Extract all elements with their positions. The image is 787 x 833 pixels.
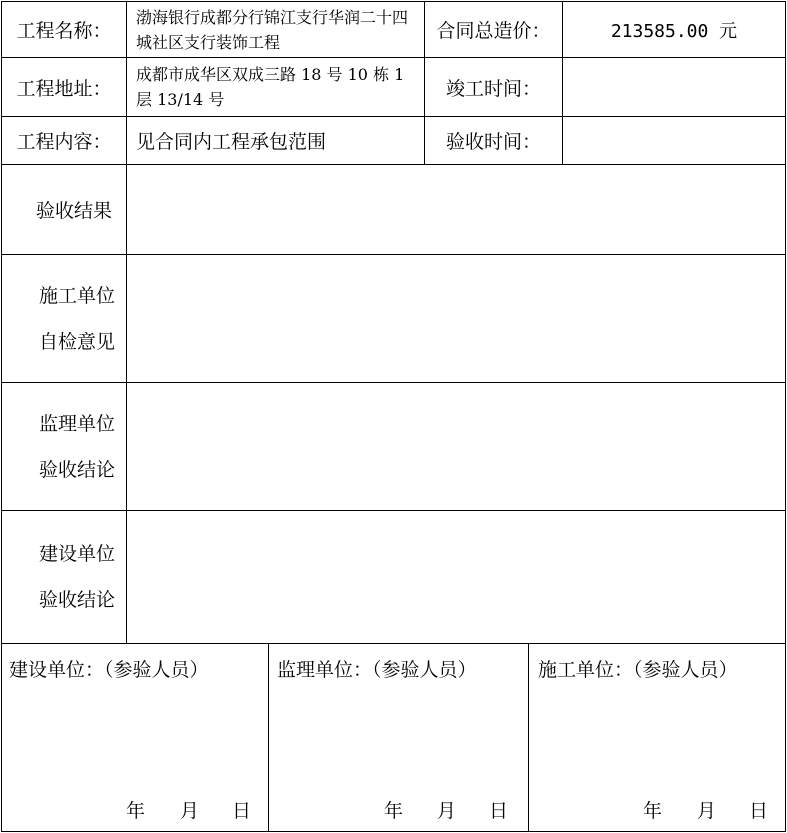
- owner-signature-title: 建设单位：（参验人员）: [9, 659, 209, 681]
- content-label: 工程内容：: [16, 131, 112, 153]
- contractor-signature-title: 施工单位：（参验人员）: [538, 659, 738, 681]
- contractor-opinion-value[interactable]: [127, 255, 785, 382]
- acceptance-time-value[interactable]: [563, 117, 785, 164]
- contractor-label-line1: 施工单位: [38, 284, 115, 307]
- rule-sig-1: [268, 643, 269, 832]
- supervisor-label-line2: 验收结论: [38, 458, 115, 481]
- supervisor-date-month: 月: [437, 800, 457, 822]
- rule-bottom: [1, 831, 786, 832]
- rule-right: [785, 1, 786, 832]
- address-label: 工程地址：: [16, 77, 112, 100]
- contractor-label-line2: 自检意见: [38, 330, 115, 353]
- supervisor-date-year: 年: [384, 800, 404, 822]
- project-name-value: 渤海银行成都分行锦江支行华润二十四城社区支行装饰工程: [136, 7, 409, 52]
- contractor-date-year: 年: [643, 800, 663, 822]
- owner-date-year: 年: [126, 800, 146, 822]
- project-name-label: 工程名称：: [16, 20, 112, 42]
- address-value: 成都市成华区双成三路 18 号 10 栋 1 层 13/14 号: [136, 65, 405, 109]
- result-label: 验收结果: [35, 200, 112, 222]
- owner-conclusion-value[interactable]: [127, 511, 785, 643]
- completion-time-label: 竣工时间：: [445, 77, 541, 100]
- rule-row7: [1, 643, 786, 644]
- contract-price-label: 合同总造价：: [436, 20, 551, 42]
- rule-sig-2: [528, 643, 529, 832]
- acceptance-time-label: 验收时间：: [445, 131, 541, 153]
- contractor-date-month: 月: [697, 800, 717, 822]
- owner-date-day: 日: [232, 800, 252, 822]
- completion-time-value[interactable]: [563, 58, 785, 116]
- owner-conclusion-label: [2, 511, 126, 643]
- supervisor-conclusion-label: [2, 383, 126, 510]
- contractor-date-day: 日: [749, 800, 769, 822]
- contractor-opinion-label: [2, 255, 126, 382]
- owner-label-line1: 建设单位: [38, 543, 115, 565]
- supervisor-label-line1: 监理单位: [38, 412, 115, 435]
- result-value[interactable]: [127, 165, 785, 254]
- contract-price-value: 213585.00 元: [610, 20, 738, 42]
- content-value: 见合同内工程承包范围: [136, 131, 327, 153]
- supervisor-signature-title: 监理单位：（参验人员）: [277, 659, 477, 681]
- supervisor-conclusion-value[interactable]: [127, 383, 785, 510]
- supervisor-date-day: 日: [489, 800, 509, 822]
- owner-date-month: 月: [180, 800, 200, 822]
- owner-label-line2: 验收结论: [38, 589, 115, 611]
